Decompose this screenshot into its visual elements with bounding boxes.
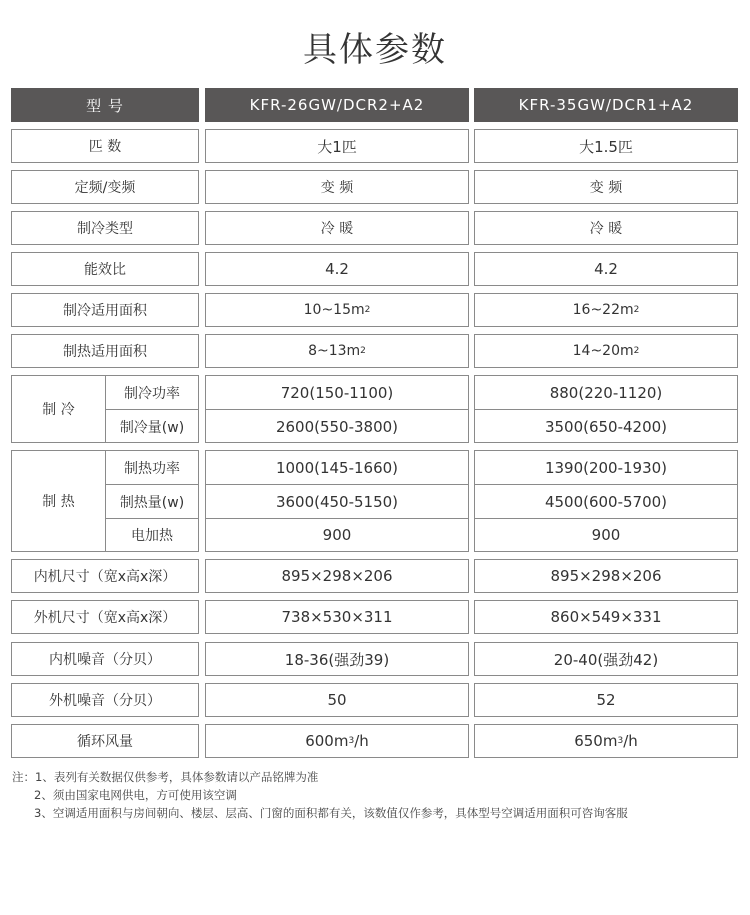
cooling-capacity-b: 3500(650-4200) xyxy=(544,417,668,436)
row-outdoor-size-b: 860×549×331 xyxy=(474,600,738,634)
row-cool-area-label: 制冷适用面积 xyxy=(11,293,199,327)
row-outdoor-noise-label: 外机噪音（分贝） xyxy=(11,683,199,717)
row-heat-area-label: 制热适用面积 xyxy=(11,334,199,368)
row-heat-area-a: 8~13m 2 xyxy=(205,334,469,368)
row-eer-a: 4.2 xyxy=(205,252,469,286)
row-pi-a: 大1匹 xyxy=(205,129,469,163)
row-heat-area-b: 14~20m 2 xyxy=(474,334,738,368)
row-indoor-size-b: 895×298×206 xyxy=(474,559,738,593)
cooling-power-label: 制冷功率 xyxy=(124,385,180,402)
airflow-b-suffix: /h xyxy=(623,732,638,750)
page-title: 具体参数 xyxy=(303,30,447,70)
row-indoor-noise-a: 18-36(强劲39) xyxy=(205,642,469,676)
notes xyxy=(12,768,628,822)
airflow-b-value: 650m xyxy=(574,732,618,750)
cooling-sub-labels xyxy=(105,375,199,443)
heating-values-a xyxy=(205,450,469,552)
row-eer-b: 4.2 xyxy=(474,252,738,286)
row-indoor-noise-label: 内机噪音（分贝） xyxy=(11,642,199,676)
cooling-capacity-a: 2600(550-3800) xyxy=(275,417,399,436)
header-model-b: KFR-35GW/DCR1+A2 xyxy=(474,88,738,122)
row-outdoor-size-label: 外机尺寸（宽x高x深） xyxy=(11,600,199,634)
row-outdoor-size-a: 738×530×311 xyxy=(205,600,469,634)
row-airflow-b: 650m 3 /h xyxy=(474,724,738,758)
row-cool-area-b: 16~22m 2 xyxy=(474,293,738,327)
heating-capacity-b: 4500(600-5700) xyxy=(544,492,668,511)
heating-group-label: 制 热 xyxy=(11,450,106,552)
heating-sub-labels xyxy=(105,450,199,552)
row-freq-b: 变 频 xyxy=(474,170,738,204)
cooling-capacity-label: 制冷量(w) xyxy=(119,419,185,436)
heating-capacity-a: 3600(450-5150) xyxy=(275,492,399,511)
heat-area-a-value: 8~13m xyxy=(308,343,361,359)
cooling-values-b xyxy=(474,375,738,443)
row-indoor-noise-b: 20-40(强劲42) xyxy=(474,642,738,676)
cooling-power-b: 880(220-1120) xyxy=(549,383,663,402)
row-type-a: 冷 暖 xyxy=(205,211,469,245)
row-indoor-size-label: 内机尺寸（宽x高x深） xyxy=(11,559,199,593)
row-airflow-a: 600m 3 /h xyxy=(205,724,469,758)
heating-power-b: 1390(200-1930) xyxy=(544,458,668,477)
heating-electric-b: 900 xyxy=(591,526,621,544)
cooling-values-a xyxy=(205,375,469,443)
cool-area-b-value: 16~22m xyxy=(572,302,634,318)
heating-power-label: 制热功率 xyxy=(124,460,180,477)
note-1: 注：1、表列有关数据仅供参考，具体参数请以产品铭牌为准 xyxy=(12,770,319,784)
row-type-b: 冷 暖 xyxy=(474,211,738,245)
heating-capacity-label: 制热量(w) xyxy=(119,494,185,511)
header-label: 型 号 xyxy=(11,88,199,122)
note-2: 2、须由国家电网供电，方可使用该空调 xyxy=(34,788,237,802)
heating-values-b xyxy=(474,450,738,552)
airflow-a-value: 600m xyxy=(305,732,349,750)
cool-area-a-value: 10~15m xyxy=(303,302,365,318)
row-eer-label: 能效比 xyxy=(11,252,199,286)
row-airflow-label: 循环风量 xyxy=(11,724,199,758)
note-3: 3、空调适用面积与房间朝向、楼层、层高、门窗的面积都有关，该数值仅作参考，具体型号空调适用面积可咨询客服 xyxy=(34,806,628,820)
heating-electric-a: 900 xyxy=(322,526,352,544)
row-pi-b: 大1.5匹 xyxy=(474,129,738,163)
row-outdoor-noise-b: 52 xyxy=(474,683,738,717)
heat-area-b-value: 14~20m xyxy=(572,343,634,359)
row-outdoor-noise-a: 50 xyxy=(205,683,469,717)
cooling-power-a: 720(150-1100) xyxy=(280,383,394,402)
row-freq-label: 定频/变频 xyxy=(11,170,199,204)
row-pi-label: 匹 数 xyxy=(11,129,199,163)
cooling-group-label: 制 冷 xyxy=(11,375,106,443)
heating-electric-label: 电加热 xyxy=(131,528,173,544)
heating-power-a: 1000(145-1660) xyxy=(275,458,399,477)
row-cool-area-a: 10~15m 2 xyxy=(205,293,469,327)
airflow-a-suffix: /h xyxy=(354,732,369,750)
header-model-a: KFR-26GW/DCR2+A2 xyxy=(205,88,469,122)
row-indoor-size-a: 895×298×206 xyxy=(205,559,469,593)
row-type-label: 制冷类型 xyxy=(11,211,199,245)
row-freq-a: 变 频 xyxy=(205,170,469,204)
